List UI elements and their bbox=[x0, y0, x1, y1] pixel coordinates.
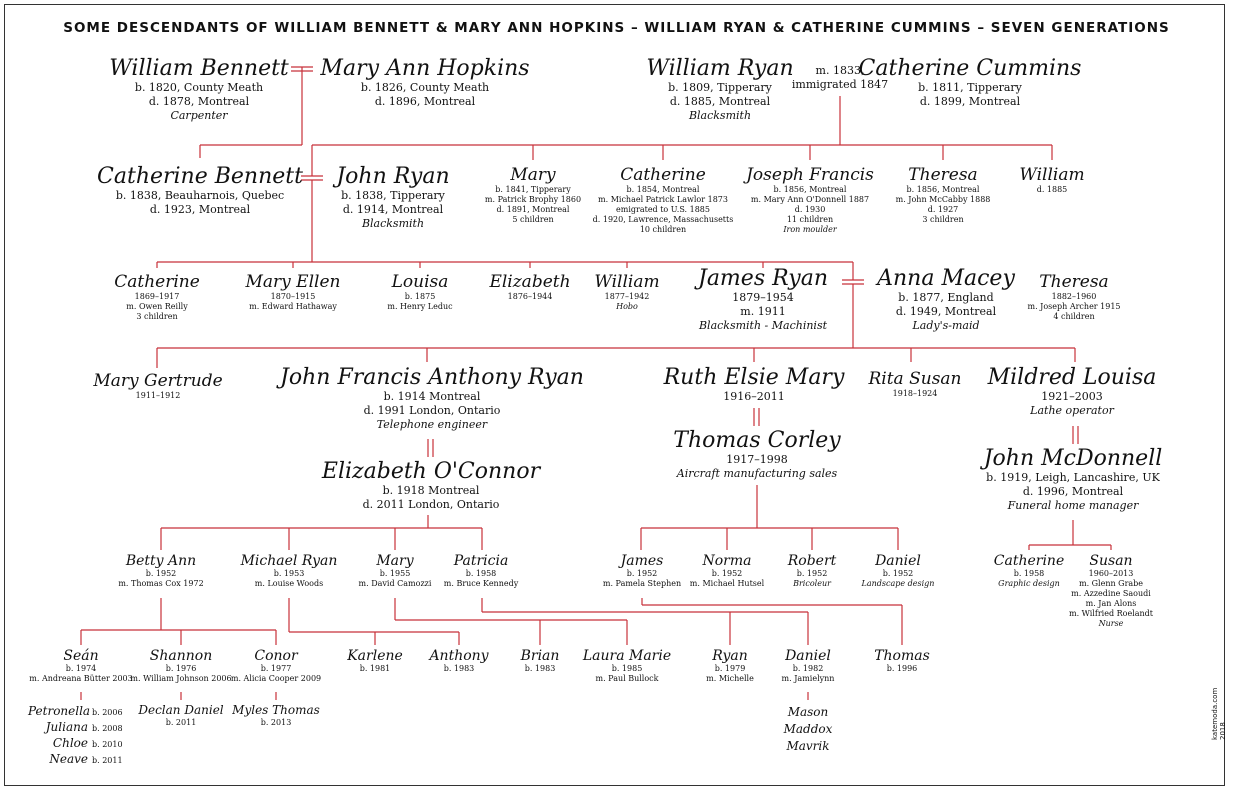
person-name: Louisa bbox=[391, 272, 449, 292]
person-elizabeth-g3: Elizabeth 1876–1944 bbox=[489, 272, 571, 301]
person-catherine-cummins: Catherine Cummins b. 1811, Tipperary d. 1899, Montreal bbox=[858, 56, 1082, 108]
person-daniel-g6: Daniel b. 1982 m. Jamielynn bbox=[781, 648, 835, 684]
great-grandchild: Neave b. 2011 bbox=[49, 752, 123, 766]
person-name: Mary Gertrude bbox=[93, 371, 223, 391]
person-theresa-g3: Theresa 1882–1960 m. Joseph Archer 1915 4 children bbox=[1027, 272, 1121, 321]
person-william-g2: William d. 1885 bbox=[1019, 165, 1085, 194]
person-name: Mary Ellen bbox=[245, 272, 341, 292]
person-joseph-francis: Joseph Francis b. 1856, Montreal m. Mary Ann O'Donnell 1887 d. 1930 11 children Iron moulder bbox=[746, 165, 874, 234]
person-name: Betty Ann bbox=[125, 553, 197, 569]
great-grandchild: Chloe b. 2010 bbox=[52, 736, 123, 750]
person-conor: Conor b. 1977 m. Alicia Cooper 2009 bbox=[230, 648, 322, 684]
person-louisa: Louisa b. 1875 m. Henry Leduc bbox=[387, 272, 453, 311]
person-elizabeth-oconnor: Elizabeth O'Connor b. 1918 Montreal d. 2011 London, Ontario bbox=[321, 459, 541, 511]
person-name: Susan bbox=[1089, 553, 1133, 569]
person-name: John Francis Anthony Ryan bbox=[280, 365, 584, 390]
person-name: Shannon bbox=[149, 648, 213, 664]
person-john-francis-anthony-ryan: John Francis Anthony Ryan b. 1914 Montreal d. 1991 London, Ontario Telephone engineer bbox=[280, 365, 584, 431]
person-name: William bbox=[1019, 165, 1085, 185]
person-name: Brian bbox=[520, 648, 560, 664]
person-name: Ryan bbox=[712, 648, 748, 664]
person-name: Theresa bbox=[1039, 272, 1109, 292]
person-name: Catherine Bennett bbox=[97, 164, 303, 189]
person-name: Norma bbox=[702, 553, 752, 569]
person-john-mcdonnell: John McDonnell b. 1919, Leigh, Lancashire, UK d. 1996, Montreal Funeral home manager bbox=[983, 446, 1163, 512]
person-name: Catherine bbox=[993, 553, 1065, 569]
person-name: Thomas Corley bbox=[673, 428, 841, 453]
person-name: Michael Ryan bbox=[240, 553, 338, 569]
person-anna-macey: Anna Macey b. 1877, England d. 1949, Montreal Lady's-maid bbox=[877, 266, 1015, 332]
person-susan: Susan 1960–2013 m. Glenn Grabe m. Azzedine Saoudi m. Jan Alons m. Wilfried Roelandt Nurse bbox=[1068, 553, 1154, 629]
person-karlene: Karlene b. 1981 bbox=[347, 648, 403, 674]
person-name: Mildred Louisa bbox=[987, 365, 1157, 390]
person-name: Catherine bbox=[620, 165, 706, 185]
person-name: Elizabeth O'Connor bbox=[321, 459, 541, 484]
person-mary-ellen: Mary Ellen 1870–1915 m. Edward Hathaway bbox=[245, 272, 341, 311]
person-name: Joseph Francis bbox=[746, 165, 874, 185]
person-thomas-g6: Thomas b. 1996 bbox=[874, 648, 930, 674]
person-name: Daniel bbox=[785, 648, 831, 664]
person-brian: Brian b. 1983 bbox=[520, 648, 560, 674]
person-name: Daniel bbox=[875, 553, 921, 569]
person-laura-marie: Laura Marie b. 1985 m. Paul Bullock bbox=[582, 648, 672, 684]
person-anthony: Anthony b. 1983 bbox=[429, 648, 489, 674]
person-james-g5: James b. 1952 m. Pamela Stephen bbox=[602, 553, 682, 589]
person-ryan: Ryan b. 1979 m. Michelle bbox=[706, 648, 754, 684]
person-name: Conor bbox=[254, 648, 298, 664]
person-catherine-bennett: Catherine Bennett b. 1838, Beauharnois, Quebec d. 1923, Montreal bbox=[97, 164, 303, 216]
chart-title: SOME DESCENDANTS OF WILLIAM BENNETT & MARY ANN HOPKINS – WILLIAM RYAN & CATHERINE CUMMINS – SEVEN GENERATIONS bbox=[63, 20, 1170, 36]
person-sean: Seán b. 1974 m. Andreana Bütter 2003 bbox=[29, 648, 133, 684]
person-theresa-g2: Theresa b. 1856, Montreal m. John McCabby 1888 d. 1927 3 children bbox=[895, 165, 991, 224]
person-william-ryan: William Ryan b. 1809, Tipperary d. 1885, Montreal Blacksmith bbox=[646, 56, 794, 122]
person-mildred-louisa: Mildred Louisa 1921–2003 Lathe operator bbox=[987, 365, 1157, 417]
person-name: Karlene bbox=[347, 648, 403, 664]
person-name: Laura Marie bbox=[582, 648, 672, 664]
person-name: John Ryan bbox=[336, 164, 450, 189]
person-catherine-g2: Catherine b. 1854, Montreal m. Michael Patrick Lawlor 1873 emigrated to U.S. 1885 d. 1920, Lawrence, Massachusetts 10 children bbox=[592, 165, 734, 234]
person-betty-ann: Betty Ann b. 1952 m. Thomas Cox 1972 bbox=[118, 553, 204, 589]
person-name: William bbox=[594, 272, 660, 292]
person-name: Catherine bbox=[114, 272, 200, 292]
person-name: Anna Macey bbox=[877, 266, 1015, 291]
person-name: William Bennett bbox=[109, 56, 289, 81]
person-michael-ryan: Michael Ryan b. 1953 m. Louise Woods bbox=[240, 553, 338, 589]
marriage-note: m. 1833, immigrated 1847 bbox=[791, 64, 889, 91]
person-name: Mary bbox=[510, 165, 556, 185]
person-mary-gertrude: Mary Gertrude 1911–1912 bbox=[93, 371, 223, 400]
person-thomas-corley: Thomas Corley 1917–1998 Aircraft manufacturing sales bbox=[673, 428, 841, 480]
person-name: James Ryan bbox=[698, 266, 828, 291]
person-ruth-elsie-mary: Ruth Elsie Mary 1916–2011 bbox=[663, 365, 845, 404]
person-mary-ann-hopkins: Mary Ann Hopkins b. 1826, County Meath d. 1896, Montreal bbox=[320, 56, 530, 108]
person-rita-susan: Rita Susan 1918–1924 bbox=[868, 369, 962, 398]
person-name: Rita Susan bbox=[868, 369, 962, 389]
person-catherine-g3: Catherine 1869–1917 m. Owen Reilly 3 children bbox=[114, 272, 200, 321]
person-patricia: Patricia b. 1958 m. Bruce Kennedy bbox=[443, 553, 519, 589]
great-grandchild: Myles Thomas b. 2013 bbox=[232, 703, 320, 727]
person-name: Patricia bbox=[453, 553, 509, 569]
person-name: Elizabeth bbox=[489, 272, 571, 292]
person-catherine-g5: Catherine b. 1958 Graphic design bbox=[993, 553, 1065, 589]
person-name: Mary bbox=[376, 553, 414, 569]
person-william-bennett: William Bennett b. 1820, County Meath d. 1878, Montreal Carpenter bbox=[109, 56, 289, 122]
person-name: John McDonnell bbox=[983, 446, 1163, 471]
person-name: Thomas bbox=[874, 648, 930, 664]
great-grandchild: Juliana b. 2008 bbox=[45, 720, 123, 734]
person-mary-g2: Mary b. 1841, Tipperary m. Patrick Brophy 1860 d. 1891, Montreal 5 children bbox=[484, 165, 582, 224]
person-mary-g5: Mary b. 1955 m. David Camozzi bbox=[358, 553, 432, 589]
person-robert: Robert b. 1952 Bricoleur bbox=[787, 553, 837, 589]
person-name: Mary Ann Hopkins bbox=[320, 56, 530, 81]
person-name: Catherine Cummins bbox=[858, 56, 1082, 81]
person-daniel-g5: Daniel b. 1952 Landscape design bbox=[861, 553, 935, 589]
person-name: Ruth Elsie Mary bbox=[663, 365, 845, 390]
person-james-ryan: James Ryan 1879–1954 m. 1911 Blacksmith - Machinist bbox=[698, 266, 828, 332]
person-name: William Ryan bbox=[646, 56, 794, 81]
person-shannon: Shannon b. 1976 m. William Johnson 2006 bbox=[130, 648, 232, 684]
person-william-g3: William 1877–1942 Hobo bbox=[594, 272, 660, 311]
credit-text: katemoda.com 2018 bbox=[1211, 687, 1227, 740]
person-name: James bbox=[620, 553, 664, 569]
person-norma: Norma b. 1952 m. Michael Hutsel bbox=[689, 553, 765, 589]
person-name: Theresa bbox=[908, 165, 978, 185]
great-grandchild: Petronella b. 2006 bbox=[28, 704, 123, 718]
great-grandchildren-daniel: Mason Maddox Mavrik bbox=[783, 705, 833, 753]
person-name: Seán bbox=[63, 648, 99, 664]
person-john-ryan: John Ryan b. 1838, Tipperary d. 1914, Montreal Blacksmith bbox=[336, 164, 450, 230]
person-name: Robert bbox=[787, 553, 837, 569]
person-name: Anthony bbox=[429, 648, 489, 664]
great-grandchild: Declan Daniel b. 2011 bbox=[138, 703, 224, 727]
